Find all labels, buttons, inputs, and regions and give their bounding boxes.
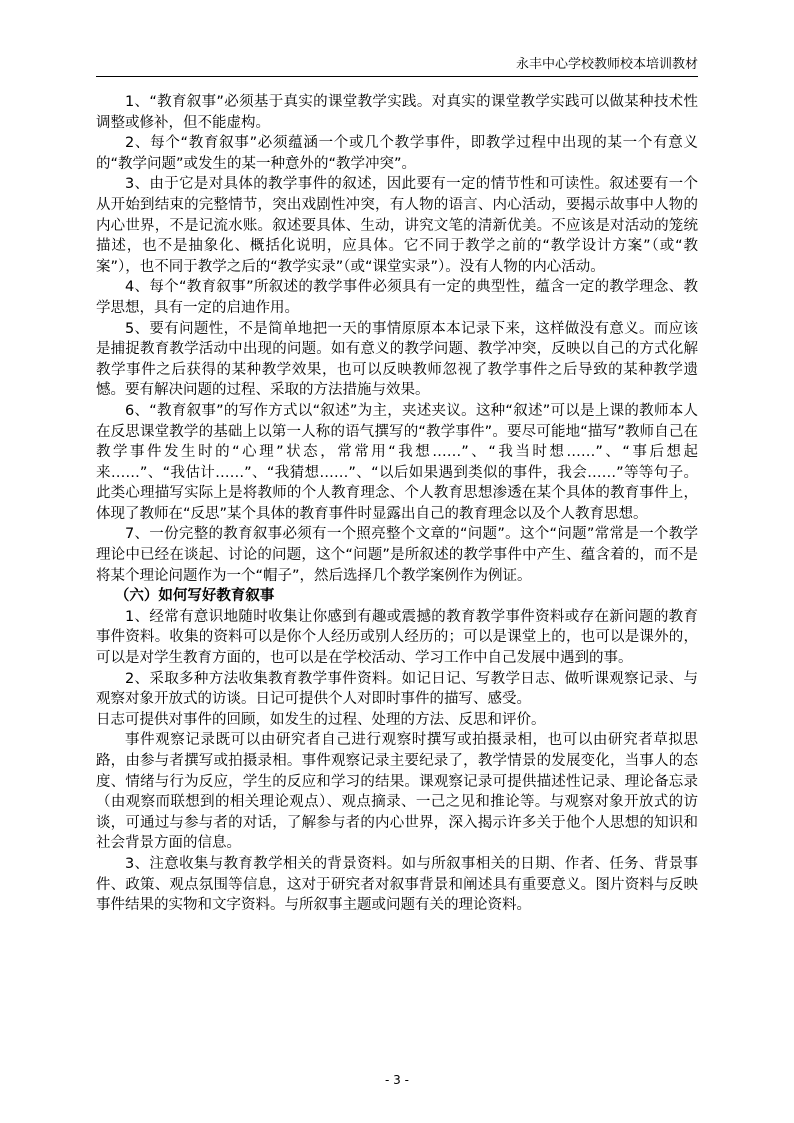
page-footer xyxy=(0,1072,794,1088)
section-heading: （六）如何写好教育叙事 xyxy=(114,588,275,605)
section-paragraph-2: 2、采取多种方法收集教育教学事件资料。如记日记、写教学日志、做听课观察记录、与观察对象开放式的访谈。日记可提供个人对即时事件的描写、感受。 xyxy=(96,670,698,708)
section-paragraph-3: 日志可提供对事件的回顾，如发生的过程、处理的方法、反思和评价。 xyxy=(96,711,546,728)
paragraph-6: 6、“教育叙事”的写作方式以“叙述”为主，夹述夹议。这种“叙述”可以是上课的教师本人在反思课堂教学的基础上以第一人称的语气撰写的“教学事件”。要尽可能地“描写”教师自己在教学事件发生时的“心理”状态，常常用“我想……”、“我当时想……”、“事后想起来……”、“我估计……”、“我猜想……”、“以后如果遇到类似的事件，我会……”等等句子。此类心理描写实际上是将教师的个人教育理念、个人教育思想渗透在某个具体的教育事件上，体现了教师在“反思”某个具体的教育事件时显露出自己的教育理念以及个人教育思想。 xyxy=(96,402,698,522)
paragraph-1: 1、“教育叙事”必须基于真实的课堂教学实践。对真实的课堂教学实践可以做某种技术性调整或修补，但不能虚构。 xyxy=(96,94,698,131)
page-number: - 3 - xyxy=(385,1073,409,1087)
section-paragraph-1: 1、经常有意识地随时收集让你感到有趣或震撼的教育教学事件资料或存在新问题的教育事件资料。收集的资料可以是你个人经历或别人经历的；可以是课堂上的，也可以是课外的，可以是对学生教育方面的，也可以是在学校活动、学习工作中自己发展中遇到的事。 xyxy=(96,608,698,667)
paragraph-4: 4、每个“教育叙事”所叙述的教学事件必须具有一定的典型性，蕴含一定的教学理念、教学思想，具有一定的启迪作用。 xyxy=(96,279,698,316)
paragraph-3: 3、由于它是对具体的教学事件的叙述，因此要有一定的情节性和可读性。叙述要有一个从开始到结束的完整情节，突出戏剧性冲突，有人物的语言、内心活动，要揭示故事中人物的内心世界，不是记流水账。叙述要具体、生动，讲究文笔的清新优美。不应该是对活动的笼统描述，也不是抽象化、概括化说明，应具体。它不同于教学之前的“教学设计方案”（或“教案”），也不同于教学之后的“教学实录”（或“课堂实录”）。没有人物的内心活动。 xyxy=(96,176,698,275)
paragraph-7: 7、一份完整的教育叙事必须有一个照亮整个文章的“问题”。这个“问题”常常是一个教学理论中已经在谈起、讨论的问题，这个“问题”是所叙述的教学事件中产生、蕴含着的，而不是将某个理论问题作为一个“帽子”，然后选择几个教学案例作为例证。 xyxy=(96,526,698,584)
section-paragraph-4: 事件观察记录既可以由研究者自己进行观察时撰写或拍摄录相，也可以由研究者草拟思路，由参与者撰写或拍摄录相。事件观察记录主要纪录了，教学情景的发展变化，当事人的态度、情绪与行为反应，学生的反应和学习的结果。课观察记录可提供描述性记录、理论备忘录（由观察而联想到的相关理论观点）、观点摘录、一己之见和推论等。与观察对象开放式的访谈，可通过与参与者的对话，了解参与者的内心世界，深入揭示许多关于他个人思想的知识和社会背景方面的信息。 xyxy=(96,732,698,852)
page-header xyxy=(96,56,698,77)
section-paragraph-5: 3、注意收集与教育教学相关的背景资料。如与所叙事相关的日期、作者、任务、背景事件、政策、观点氛围等信息，这对于研究者对叙事背景和阐述具有重要意义。图片资料与反映事件结果的实物和文字资料。与所叙事主题或问题有关的理论资料。 xyxy=(96,855,698,914)
paragraph-5: 5、要有问题性，不是简单地把一天的事情原原本本记录下来，这样做没有意义。而应该是捕捉教育教学活动中出现的问题。如有意义的教学问题、教学冲突，反映以自己的方式化解教学事件之后获得的某种教学效果，也可以反映教师忽视了教学事件之后导致的某种教学遗憾。要有解决问题的过程、采取的方法措施与效果。 xyxy=(96,320,698,399)
document-body xyxy=(96,92,698,916)
paragraph-2: 2、每个“教育叙事”必须蕴涵一个或几个教学事件，即教学过程中出现的某一个有意义的“教学问题”或发生的某一种意外的“教学冲突”。 xyxy=(96,135,698,172)
header-title: 永丰中心学校教师校本培训教材 xyxy=(515,57,698,72)
